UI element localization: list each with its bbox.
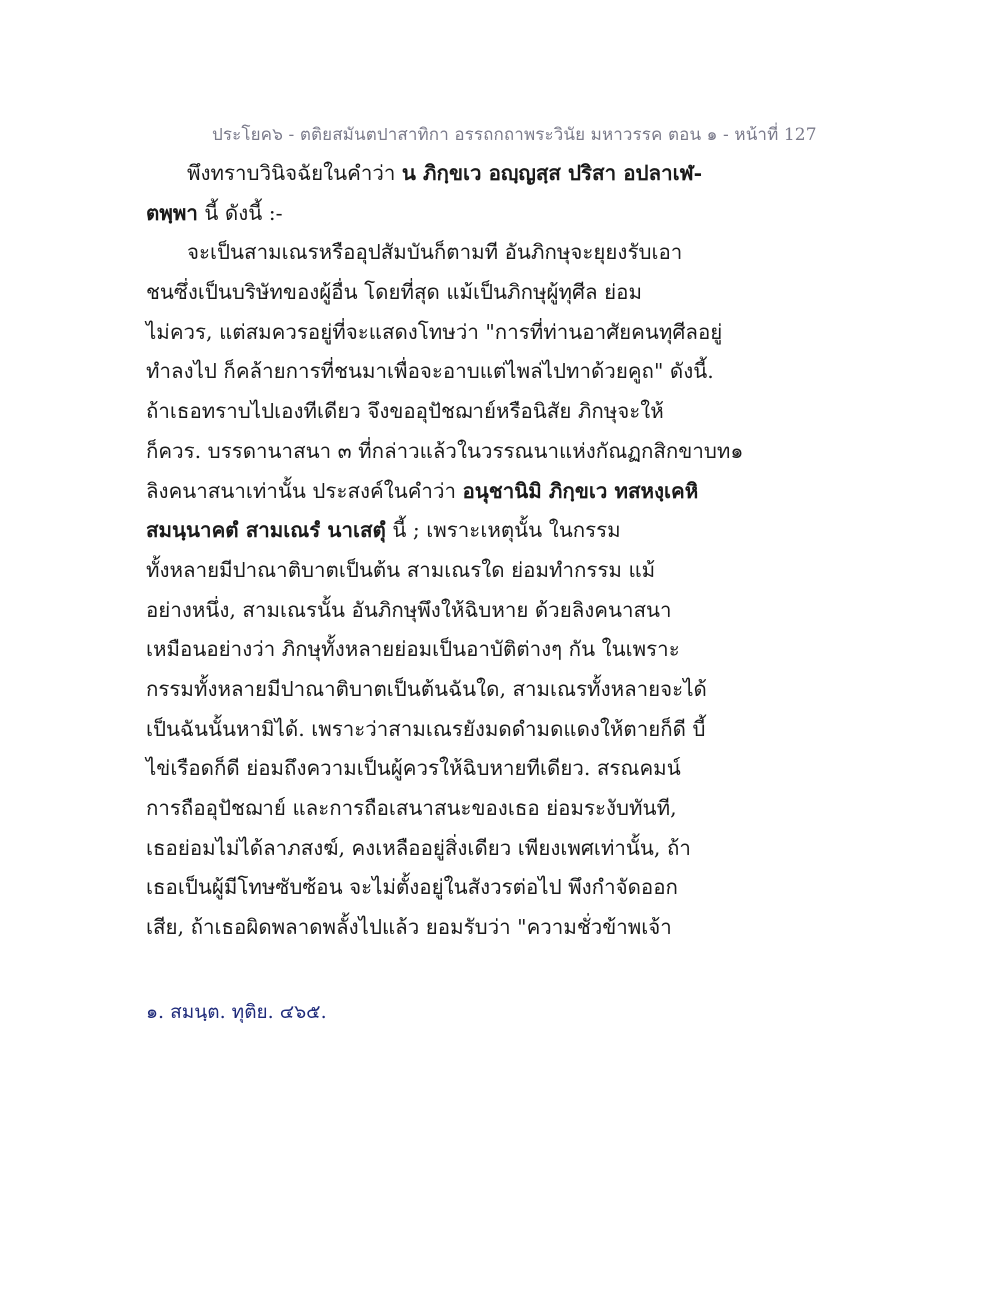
pali-term: อนุชานิมิ ภิกฺขเว ทสหงฺเคหิ xyxy=(462,478,699,503)
main-text xyxy=(146,154,744,948)
text-line: สมนฺนาคตํ สามเณรํ นาเสตุํ นี้ ; เพราะเหตุนั้น ในกรรม xyxy=(146,518,621,543)
text-line: ไข่เรือดก็ดี ย่อมถึงความเป็นผู้ควรให้ฉิบหายทีเดียว. สรณคมน์ xyxy=(146,756,681,781)
text-line: กรรมทั้งหลายมีปาณาติบาตเป็นต้นฉันใด, สามเณรทั้งหลายจะได้ xyxy=(146,676,707,701)
text-line: ลิงคนาสนาเท่านั้น ประสงค์ในคำว่า อนุชานิมิ ภิกฺขเว ทสหงฺเคหิ xyxy=(146,478,699,503)
pali-term: ตพฺพา xyxy=(146,200,198,225)
text-line: เหมือนอย่างว่า ภิกษุทั้งหลายย่อมเป็นอาบัติต่างๆ กัน ในเพราะ xyxy=(146,637,680,662)
text-line: ก็ควร. บรรดานาสนา ๓ ที่กล่าวแล้วในวรรณนาแห่งกัณฏกสิกขาบท๑ xyxy=(146,438,744,463)
text-line: อย่างหนึ่ง, สามเณรนั้น อันภิกษุพึงให้ฉิบหาย ด้วยลิงคนาสนา xyxy=(146,597,672,622)
pali-term: สมนฺนาคตํ สามเณรํ นาเสตุํ xyxy=(146,518,386,543)
text-line: เป็นฉันนั้นหามิได้. เพราะว่าสามเณรยังมดดำมดแดงให้ตายก็ดี บี้ xyxy=(146,716,706,741)
text-line: เสีย, ถ้าเธอผิดพลาดพลั้งไปแล้ว ยอมรับว่า "ความชั่วข้าพเจ้า xyxy=(146,915,672,940)
footnote: ๑. สมนฺต. ทุติย. ๔๖๕. xyxy=(146,1001,327,1023)
text-line: การถืออุปัชฌาย์ และการถือเสนาสนะของเธอ ย่อมระงับทันที, xyxy=(146,796,677,820)
running-header: ประโยค๖ - ตติยสมันตปาสาทิกา อรรถกถาพระวินัย มหาวรรค ตอน ๑ - หน้าที่ 127 xyxy=(212,125,817,145)
text-line: ถ้าเธอทราบไปเองทีเดียว จึงขออุปัชฌาย์หรือนิสัย ภิกษุจะให้ xyxy=(146,399,664,424)
text-line: เธอย่อมไม่ได้ลาภสงฆ์, คงเหลืออยู่สิ่งเดียว เพียงเพศเท่านั้น, ถ้า xyxy=(146,835,691,860)
pali-term: น ภิกฺขเว อญฺญสฺส ปริสา อปลาเฬ- xyxy=(401,161,703,185)
text-line: ตพฺพา นี้ ดังนี้ :- xyxy=(146,200,283,225)
text-line: จะเป็นสามเณรหรืออุปสัมบันก็ตามที อันภิกษุจะยุยงรับเอา xyxy=(187,240,683,265)
text-line: พึงทราบวินิจฉัยในคำว่า น ภิกฺขเว อญฺญสฺส ปริสา อปลาเฬ- xyxy=(187,161,703,185)
text-line: ไม่ควร, แต่สมควรอยู่ที่จะแสดงโทษว่า "การที่ท่านอาศัยคนทุศีลอยู่ xyxy=(146,319,723,344)
text-line: ทั้งหลายมีปาณาติบาตเป็นต้น สามเณรใด ย่อมทำกรรม แม้ xyxy=(146,557,656,582)
text-line: ชนซึ่งเป็นบริษัทของผู้อื่น โดยที่สุด แม้เป็นภิกษุผู้ทุศีล ย่อม xyxy=(146,280,642,305)
text-line: ทำลงไป ก็คล้ายการที่ชนมาเพื่อจะอาบแต่ไพล่ไปทาด้วยคูถ" ดังนี้. xyxy=(146,359,714,384)
text-line: เธอเป็นผู้มีโทษซับซ้อน จะไม่ตั้งอยู่ในสังวรต่อไป พึงกำจัดออก xyxy=(146,875,678,900)
